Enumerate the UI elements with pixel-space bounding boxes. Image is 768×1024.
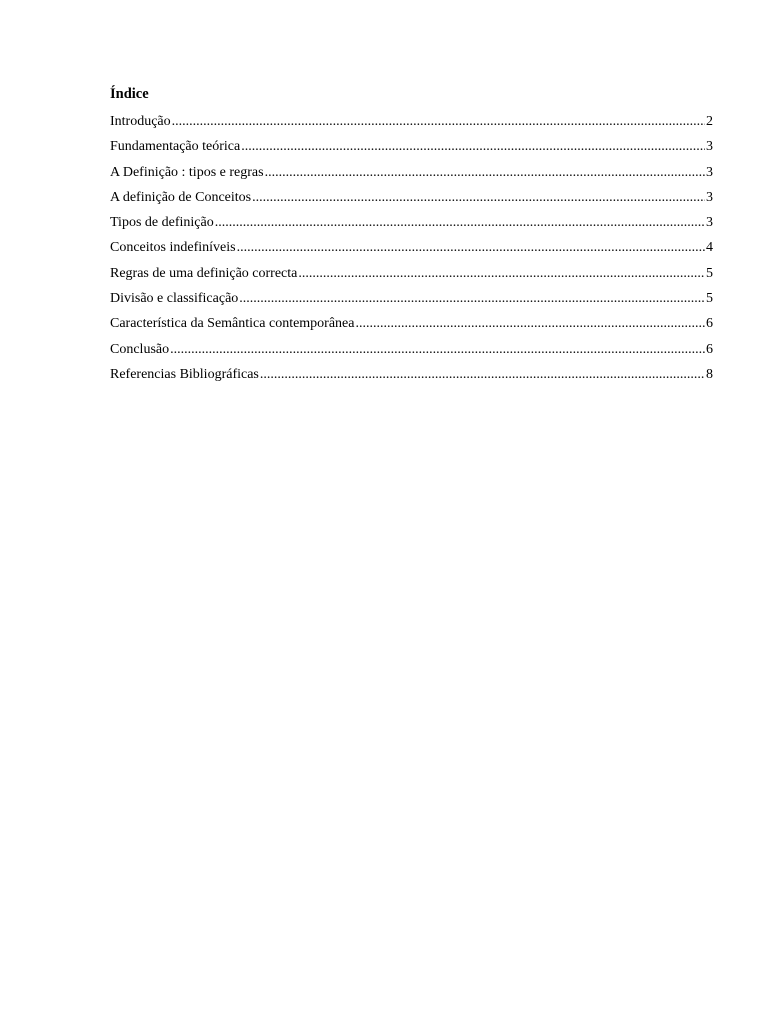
toc-entry-label: Tipos de definição [110, 215, 214, 231]
dot-leader [239, 286, 705, 311]
toc-entry-page: 5 [706, 291, 713, 307]
toc-entry-tipos-definicao[interactable] [110, 210, 713, 235]
toc-entry-conclusao[interactable] [110, 337, 713, 362]
dot-leader [172, 109, 705, 134]
toc-entry-definicao-conceitos[interactable] [110, 185, 713, 210]
toc-entry-page: 4 [706, 240, 713, 256]
toc-entry-regras-definicao[interactable] [110, 261, 713, 286]
toc-entry-definicao-tipos-regras[interactable] [110, 160, 713, 185]
dot-leader [265, 160, 705, 185]
toc-entry-label: Conceitos indefiníveis [110, 240, 236, 256]
toc-entry-label: Regras de uma definição correcta [110, 265, 298, 281]
toc-entry-label: A definição de Conceitos [110, 189, 252, 205]
toc-entry-label: Característica da Semântica contemporânea [110, 316, 355, 332]
toc-entry-page: 8 [706, 366, 713, 382]
toc-entry-divisao-classificacao[interactable] [110, 286, 713, 311]
toc-entry-page: 3 [706, 189, 713, 205]
toc-entry-page: 3 [706, 139, 713, 155]
toc-entry-page: 5 [706, 265, 713, 281]
dot-leader [241, 134, 705, 159]
toc-entry-introducao[interactable] [110, 109, 713, 134]
toc-entry-label: Referencias Bibliográficas [110, 366, 259, 382]
toc-entry-label: Introdução [110, 114, 171, 129]
toc-entry-caracteristica-semantica[interactable] [110, 311, 713, 336]
toc-entry-page: 3 [706, 164, 713, 180]
table-of-contents [110, 84, 713, 387]
toc-entry-page: 3 [706, 215, 713, 231]
dot-leader [260, 362, 705, 387]
toc-entry-page: 6 [706, 316, 713, 332]
dot-leader [356, 311, 706, 336]
dot-leader [252, 185, 705, 210]
dot-leader [237, 235, 705, 260]
dot-leader [215, 210, 705, 235]
toc-entry-page: 6 [706, 341, 713, 357]
toc-title: Índice [110, 86, 149, 102]
toc-entry-label: A Definição : tipos e regras [110, 164, 264, 180]
toc-entry-referencias[interactable] [110, 362, 713, 387]
toc-entry-label: Fundamentação teórica [110, 139, 241, 155]
dot-leader [170, 337, 705, 362]
toc-entry-conceitos-indefiniveis[interactable] [110, 235, 713, 260]
toc-entry-fundamentacao-teorica[interactable] [110, 134, 713, 159]
toc-entry-label: Conclusão [110, 341, 170, 357]
toc-entry-label: Divisão e classificação [110, 291, 239, 307]
dot-leader [298, 261, 705, 286]
toc-entry-page: 2 [706, 114, 713, 129]
